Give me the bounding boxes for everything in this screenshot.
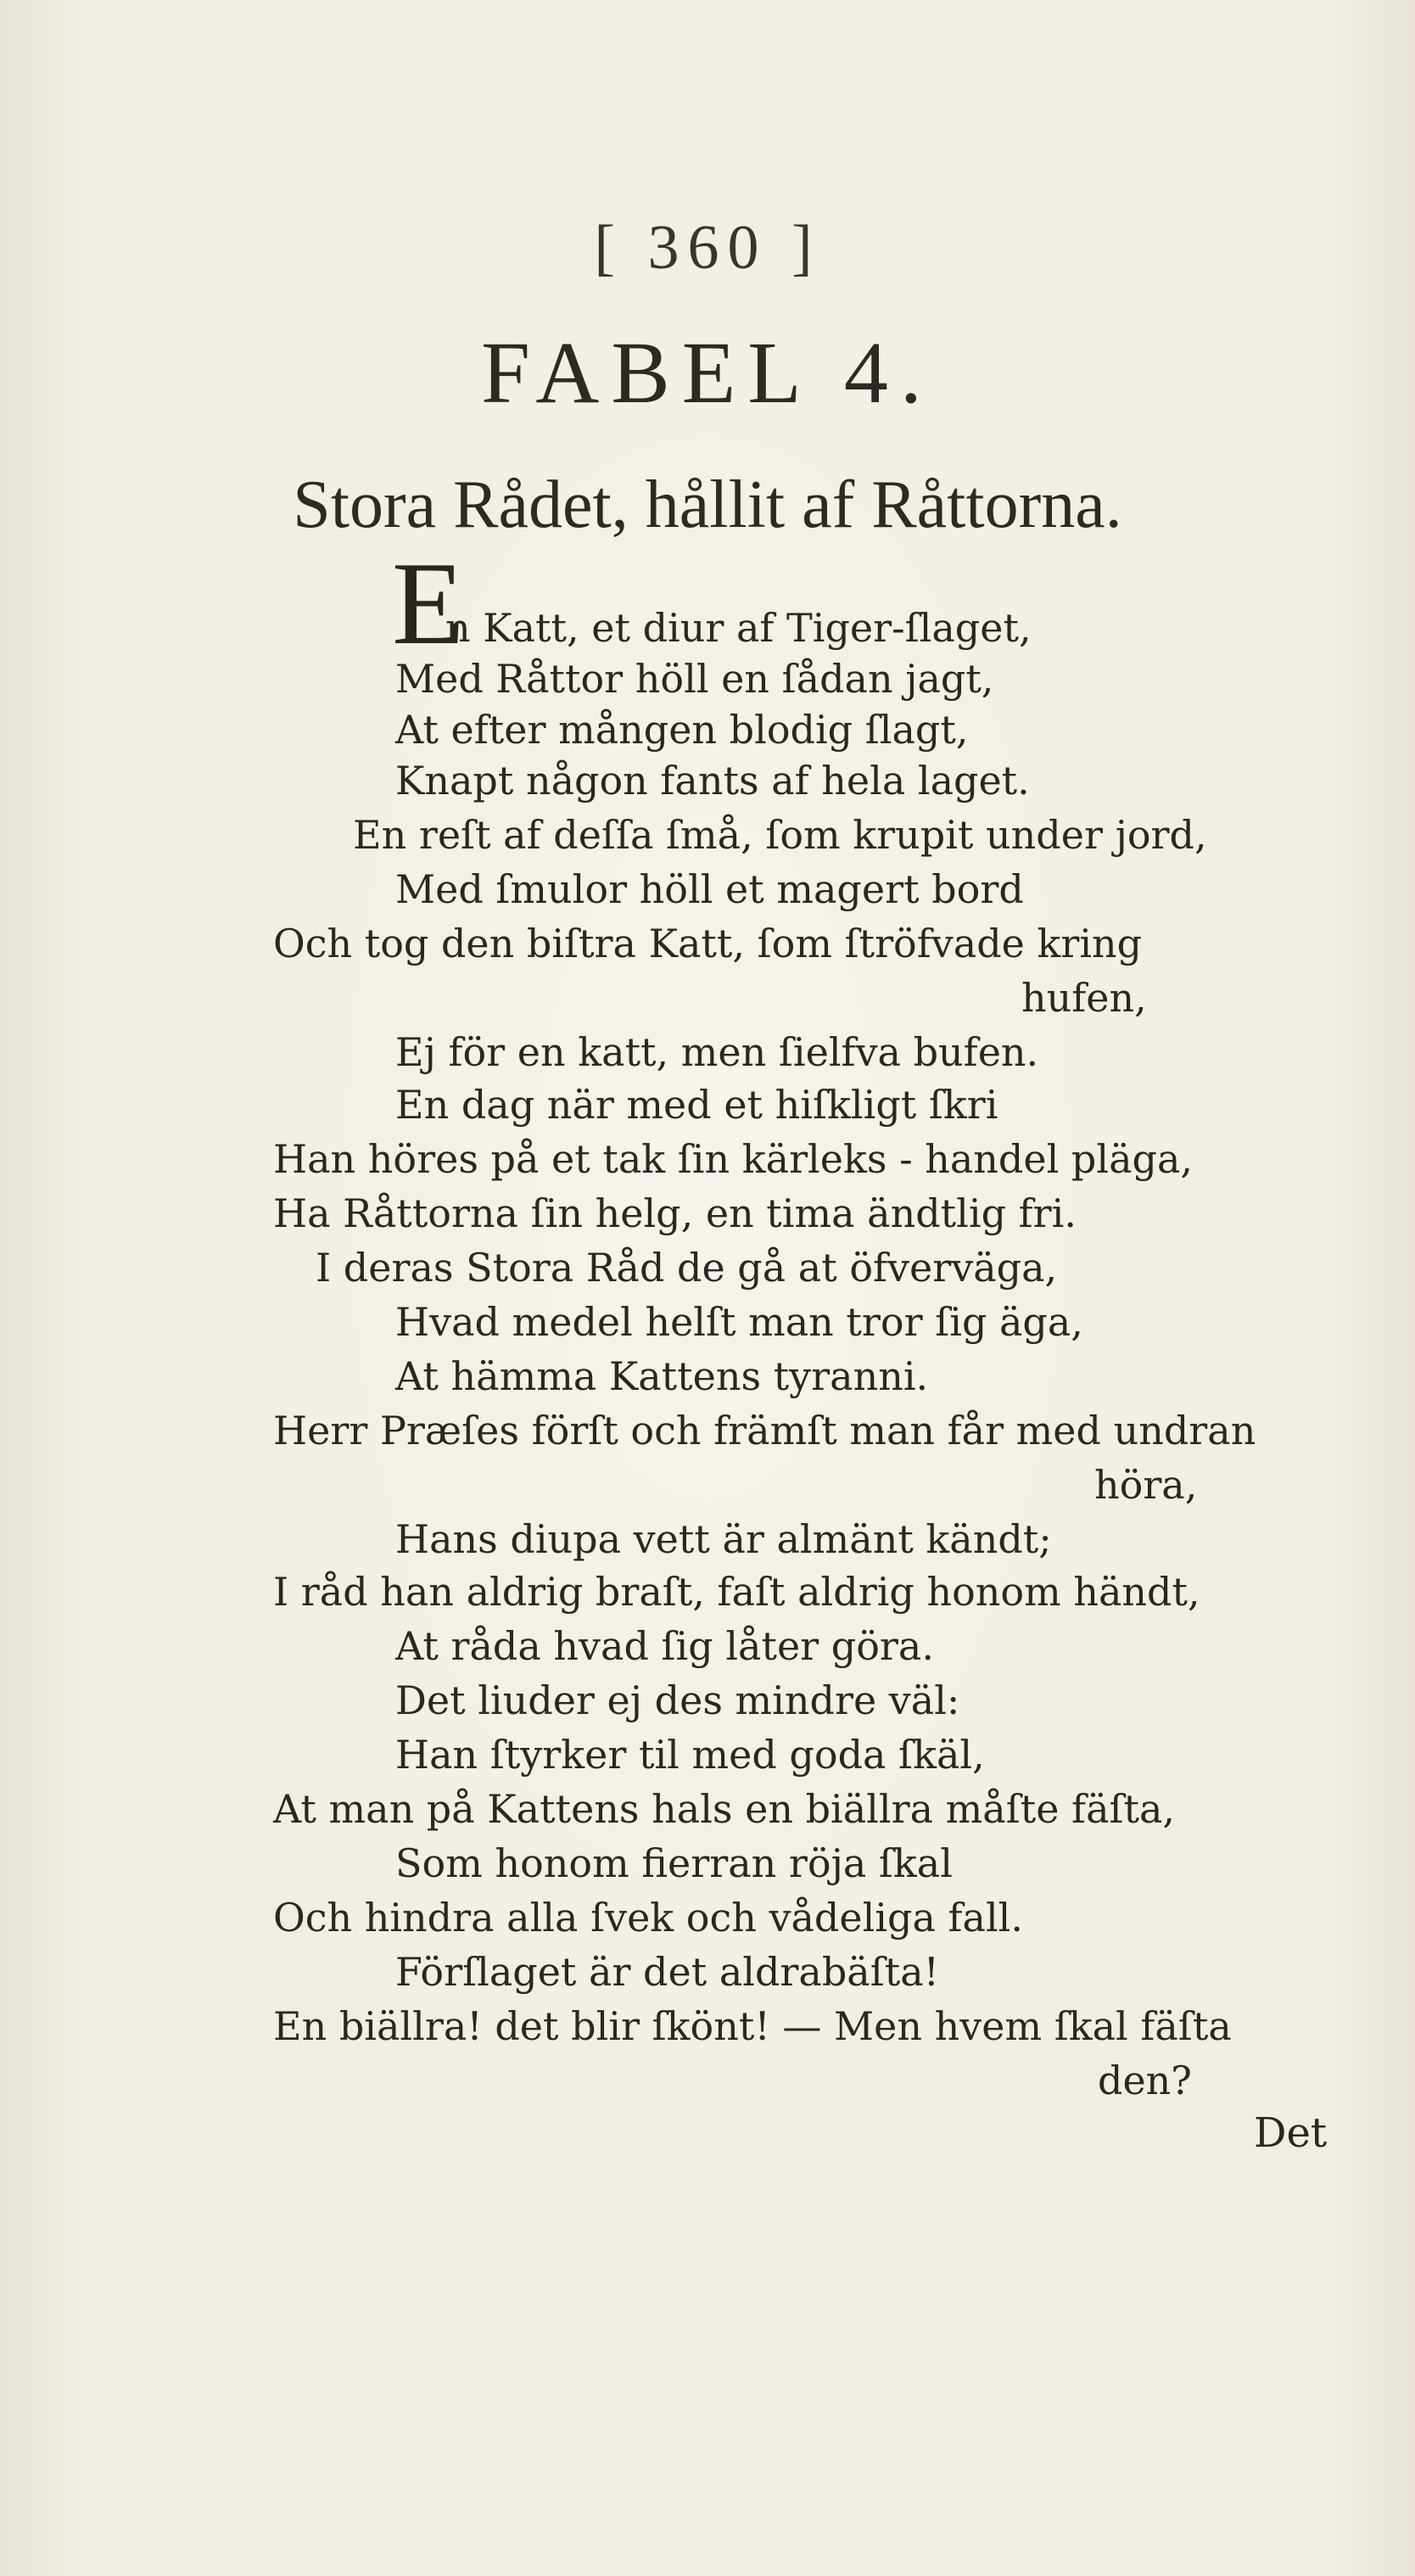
verse-line: At man på Kattens hals en biällra måſte fäſta,	[273, 1786, 1176, 1832]
verse-line: hufen,	[1021, 975, 1147, 1021]
fable-subtitle: Stora Rådet, hållit af Råttorna.	[293, 468, 1122, 542]
verse-line: Med ſmulor höll et magert bord	[395, 866, 1024, 912]
verse-line: n Katt, et diur af Tiger-ſlaget,	[445, 605, 1032, 651]
verse-line: den?	[1098, 2058, 1192, 2103]
drop-cap: E	[392, 538, 465, 669]
fable-title: FABEL 4.	[481, 324, 934, 422]
verse-line: höra,	[1094, 1462, 1198, 1508]
verse-line: En reſt af deſſa ſmå, ſom krupit under jord,	[353, 812, 1207, 858]
verse-line: Och tog den biſtra Katt, ſom ſtröfvade kring	[273, 921, 1143, 966]
verse-line: En dag när med et hiſkligt ſkri	[395, 1082, 998, 1128]
verse-line: Ha Råttorna ſin helg, en tima ändtlig fri.	[273, 1190, 1077, 1236]
verse-line: Hans diupa vett är almänt kändt;	[395, 1516, 1052, 1562]
verse-line: Herr Præſes förſt och främſt man får med undran	[273, 1408, 1256, 1453]
verse-line: I råd han aldrig braſt, faſt aldrig honom händt,	[273, 1569, 1200, 1615]
verse-line: Som honom fierran röja ſkal	[395, 1840, 953, 1886]
verse-line: Han ſtyrker til med goda ſkäl,	[395, 1732, 985, 1778]
verse-line: Det liuder ej des mindre väl:	[395, 1677, 960, 1723]
verse-line: Med Råttor höll en ſådan jagt,	[395, 656, 994, 702]
verse-line: Hvad medel helſt man tror ſig äga,	[395, 1299, 1083, 1345]
catchword: Det	[1254, 2109, 1328, 2157]
verse-line: At råda hvad ſig låter göra.	[395, 1623, 934, 1669]
verse-line: Knapt någon fants af hela laget.	[395, 758, 1030, 804]
verse-line: At efter mången blodig ſlagt,	[395, 707, 969, 753]
verse-line: At hämma Kattens tyranni.	[395, 1353, 929, 1399]
verse-line: Förſlaget är det aldrabäſta!	[395, 1949, 940, 1995]
verse-line: Ej för en katt, men ſielfva bufen.	[395, 1029, 1039, 1075]
verse-line: Han höres på et tak ſin kärleks - handel pläga,	[273, 1136, 1194, 1182]
page-header: [ 360 ]	[594, 213, 821, 283]
verse-line: Och hindra alla ſvek och vådeliga fall.	[273, 1895, 1023, 1940]
verse-line: I deras Stora Råd de gå at öfverväga,	[316, 1245, 1058, 1291]
verse-line: En biällra! det blir ſkönt! — Men hvem ſkal fäſta	[273, 2003, 1232, 2049]
